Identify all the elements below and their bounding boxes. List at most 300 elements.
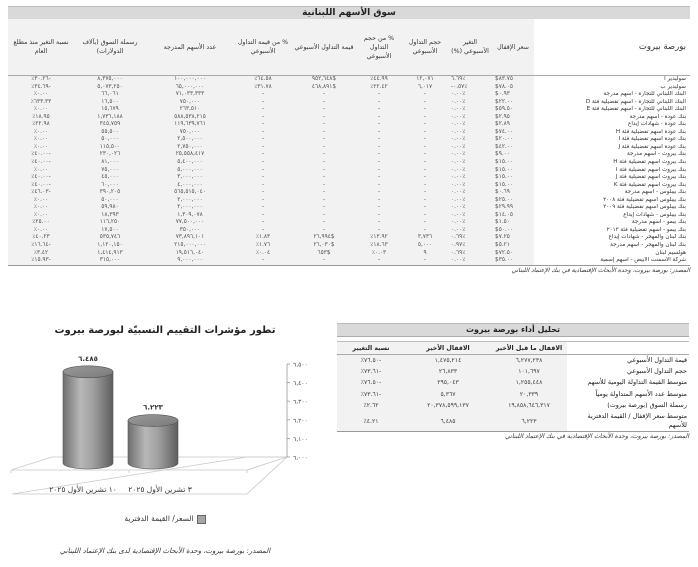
pct-value-cell: - xyxy=(234,129,292,137)
last-close-value: ٢٦,٨٣٣ xyxy=(405,366,491,377)
weekly-value-cell: - xyxy=(292,227,356,235)
market-cap-cell: ٤٥,٠٠٠ xyxy=(74,174,146,182)
table-row xyxy=(8,174,690,182)
pct-volume-cell: - xyxy=(356,136,402,144)
table-row xyxy=(8,84,690,92)
pct-value-cell: ١.٨٣٪ xyxy=(234,234,292,242)
prev-close-value: ٦,٢٧٧,٢٣٨ xyxy=(491,355,567,367)
weekly-change-cell: ٠.٠٠٪ xyxy=(448,151,492,159)
table-row xyxy=(8,250,690,258)
listed-shares-cell: ٧٥٠,٠٠٠ xyxy=(146,129,234,137)
table-row xyxy=(8,204,690,212)
weekly-volume-cell: - xyxy=(402,159,448,167)
listed-shares-cell: ٣٥٠,٠٠٠ xyxy=(146,227,234,235)
listed-shares-cell: ٤,٠٠٠,٠٠٠ xyxy=(146,182,234,190)
ytd-change-cell: -٤٠.٠٠٪ xyxy=(8,159,74,167)
listed-shares-cell: ٥,٠٠٠,٠٠٠ xyxy=(146,167,234,175)
close-price-cell: $٤٢.٠٠ xyxy=(492,144,534,152)
market-cap-cell: ١,٧٣٦,١٨٨ xyxy=(74,114,146,122)
last-close-value: ٦,٤٨٥ xyxy=(405,411,491,432)
weekly-value-cell: - xyxy=(292,121,356,129)
close-price-cell: $٨٣.٧٥ xyxy=(492,76,534,84)
pct-value-cell: - xyxy=(234,212,292,220)
weekly-volume-cell: - xyxy=(402,197,448,205)
market-cap-cell: ٥٠,٠٠٠ xyxy=(74,136,146,144)
pct-value-cell: - xyxy=(234,136,292,144)
market-cap-cell: ٥٩,٩٨٠ xyxy=(74,204,146,212)
market-cap-cell: ١٨,٣٩٣ xyxy=(74,212,146,220)
close-price-cell: $٥.٢١ xyxy=(492,242,534,250)
stock-name-cell: بنك عودة - أسهم مدرجة xyxy=(534,114,690,122)
stock-name-cell: بنك بيمو - أسهم مدرجة xyxy=(534,219,690,227)
market-cap-cell: ٥,٠٧٣,٢٥٠ xyxy=(74,84,146,92)
listed-shares-cell: ٦٥,٠٠٠,٠٠٠ xyxy=(146,84,234,92)
listed-shares-cell: ٢١٥,٠٠٠,٠٠٠ xyxy=(146,242,234,250)
stock-name-cell: بنك بيبلوس - أسهم مدرجة xyxy=(534,189,690,197)
pct-volume-cell: - xyxy=(356,167,402,175)
pct-value-cell: - xyxy=(234,182,292,190)
y-tick-label: ٦,٢٠٠ xyxy=(293,417,308,425)
floor-right-edge xyxy=(247,457,287,470)
table-row xyxy=(8,212,690,220)
header-change: نسبة التغيير xyxy=(337,342,405,355)
listed-shares-cell: ١١٩,٦٣٩,٧٦١ xyxy=(146,121,234,129)
close-price-cell: $٧٨.٠٥ xyxy=(492,84,534,92)
pct-volume-cell: ١٨.٦٣٪ xyxy=(356,242,402,250)
metric-label: متوسط القيمة التداولة اليومية للأسهم xyxy=(567,377,689,388)
pct-value-cell: - xyxy=(234,204,292,212)
ytd-change-cell: ٢٥.٠٠٪ xyxy=(8,219,74,227)
close-price-cell: $٣٥.٠٠ xyxy=(492,257,534,265)
listed-shares-cell: ٢٥,٥٥٨,٤١٧ xyxy=(146,151,234,159)
pct-volume-cell: - xyxy=(356,151,402,159)
weekly-change-cell: ٠.٩٧٪ xyxy=(448,242,492,250)
y-tick-label: ٦,٤٠٠ xyxy=(293,380,308,388)
close-price-cell: $٧٢.٥٠ xyxy=(492,250,534,258)
pct-volume-cell: - xyxy=(356,219,402,227)
stock-table-title: سوق الأسهم اللبنانية xyxy=(8,6,690,19)
header-weekly-change: التغير الأسبوعي (%) xyxy=(448,19,492,76)
stock-name-cell: بنك عودة أسهم تفضيلية فئة I xyxy=(534,136,690,144)
pct-value-cell: - xyxy=(234,121,292,129)
market-cap-cell: ١٦,٥٠٠ xyxy=(74,99,146,107)
category-label: ١٠ تشرين الأول ٢٠٢٥ xyxy=(49,485,117,494)
header-pct-value: % من قيمة التداول الأسبوعي xyxy=(234,19,292,76)
weekly-value-cell: - xyxy=(292,114,356,122)
ytd-change-cell: ١٨.٩٥٪ xyxy=(8,114,74,122)
stock-name-cell: بنك عودة - شهادات إيداع xyxy=(534,121,690,129)
close-price-cell: $١٥.٠٠ xyxy=(492,167,534,175)
market-cap-cell: ٨,٣٧٥,٠٠٠ xyxy=(74,76,146,84)
pct-volume-cell: ٤٤.٩٩٪ xyxy=(356,76,402,84)
header-ytd-change: نسبة التغير منذ مطلع العام xyxy=(8,19,74,76)
market-cap-cell: ١,١٢٠,١٥٠ xyxy=(74,242,146,250)
prev-close-value: ١,٢٥٥,٤٤٨ xyxy=(491,377,567,388)
market-cap-cell: ٣٩٠,٢٠٥ xyxy=(74,189,146,197)
listed-shares-cell: ١,٣٠٩,٠٧٨ xyxy=(146,212,234,220)
pct-value-cell: ٦٤.٥٨٪ xyxy=(234,76,292,84)
stock-name-cell: بنك بيروت أسهم تفضيلية فئة J xyxy=(534,174,690,182)
pct-value-cell: - xyxy=(234,197,292,205)
weekly-volume-cell: - xyxy=(402,106,448,114)
metric-label: متوسط سعر الإقفال / القيمة الدفترية للأسهم xyxy=(567,411,689,432)
listed-shares-cell: ٢٦٣,٥١٠ xyxy=(146,106,234,114)
weekly-volume-cell: - xyxy=(402,189,448,197)
pct-value-cell: - xyxy=(234,257,292,265)
header-label xyxy=(567,342,689,355)
ytd-change-cell: ٤٠.٢٣٪ xyxy=(8,234,74,242)
market-cap-cell: ٥٠,٠٠٠ xyxy=(74,197,146,205)
listed-shares-cell: ٢,٥٠٠,٠٠٠ xyxy=(146,136,234,144)
performance-table-source: المصدر: بورصة بيروت، وحدة الأبحاث الإقتصادية في بنك الإعتماد اللبناني xyxy=(504,433,689,441)
performance-table xyxy=(337,323,689,440)
ytd-change-cell: ٠.٠٠٪ xyxy=(8,197,74,205)
metric-label: متوسط عدد الأسهم المتداولة يومياً xyxy=(567,389,689,400)
close-price-cell: $٠.٩٣ xyxy=(492,91,534,99)
pct-value-cell: ٠.٠٤٪ xyxy=(234,250,292,258)
category-label: ٣ تشرين الأول ٢٠٢٥ xyxy=(128,485,192,494)
listed-shares-cell: ٥٨٨,٥٣٨,٢١٥ xyxy=(146,114,234,122)
weekly-value-cell: - xyxy=(292,204,356,212)
weekly-volume-cell: - xyxy=(402,144,448,152)
change-value: -٧٦.٥٠٪ xyxy=(337,355,405,367)
ytd-change-cell: ٦٣٣.٣٣٪ xyxy=(8,99,74,107)
ytd-change-cell: -٣٤.٦٩٪ xyxy=(8,84,74,92)
weekly-volume-cell: - xyxy=(402,129,448,137)
stock-table-source: المصدر: بورصة بيروت، وحدة الأبحاث الإقتصادية في بنك الإعتماد اللبناني xyxy=(511,266,690,274)
last-close-value: ٢٩٥,٠٤٣ xyxy=(405,377,491,388)
header-pct-volume: % من حجم التداول الأسبوعي xyxy=(356,19,402,76)
table-row xyxy=(8,91,690,99)
weekly-change-cell: ٠.٠٠٪ xyxy=(448,174,492,182)
listed-shares-cell: ٥,٤٠٠,٠٠٠ xyxy=(146,159,234,167)
stock-market-table xyxy=(8,6,690,274)
market-cap-cell: ٦٦,٠٦١ xyxy=(74,91,146,99)
weekly-change-cell: ٠.٠٠٪ xyxy=(448,136,492,144)
chart-source: المصدر: بورصة بيروت، وحدة الأبحاث الإقتصادية لدى بنك الإعتماد اللبناني xyxy=(59,547,271,555)
header-listed-shares: عدد الأسهم المدرجة xyxy=(146,19,234,76)
listed-shares-cell: ٧٥٠,٠٠٠ xyxy=(146,99,234,107)
valuation-chart xyxy=(0,318,330,567)
ytd-change-cell: -١٥.٩٣٪ xyxy=(8,257,74,265)
stock-name-cell: بنك بيروت أسهم تفضيلية فئة K xyxy=(534,182,690,190)
metric-label: حجم التداول الأسبوعي xyxy=(567,366,689,377)
close-price-cell: $١٥.٠٠ xyxy=(492,174,534,182)
bar xyxy=(63,372,113,469)
table-row xyxy=(8,234,690,242)
weekly-value-cell: - xyxy=(292,136,356,144)
table-row xyxy=(8,189,690,197)
close-price-cell: $٢.٨٩ xyxy=(492,121,534,129)
weekly-value-cell: - xyxy=(292,106,356,114)
weekly-value-cell: $٤٦٨,٨٩١ xyxy=(292,84,356,92)
header-name: بورصة بيروت xyxy=(534,19,690,76)
stock-table-body xyxy=(8,76,690,266)
market-cap-cell: ٨١,٠٠٠ xyxy=(74,159,146,167)
pct-volume-cell: - xyxy=(356,227,402,235)
table-row xyxy=(8,257,690,265)
weekly-change-cell: ٠.٠٠٪ xyxy=(448,197,492,205)
ytd-change-cell: -٤٠.٠٠٪ xyxy=(8,182,74,190)
listed-shares-cell: ١٩,٥١٦,٠٤٠ xyxy=(146,250,234,258)
weekly-change-cell: ٠.٠٠٪ xyxy=(448,91,492,99)
header-market-cap: رسملة السوق (بآلاف الدولارات) xyxy=(74,19,146,76)
pct-volume-cell: - xyxy=(356,174,402,182)
stock-name-cell: بنك بيبلوس أسهم تفضيلية فئة ٢٠٠٨ xyxy=(534,197,690,205)
table-row xyxy=(337,366,689,377)
weekly-volume-cell: - xyxy=(402,91,448,99)
prev-close-value: ٦,٢٢٣ xyxy=(491,411,567,432)
weekly-value-cell: - xyxy=(292,174,356,182)
weekly-value-cell: - xyxy=(292,182,356,190)
stock-table-header-row xyxy=(8,19,690,76)
listed-shares-cell: ٧٧,٥٠٠,٠٠٠ xyxy=(146,219,234,227)
table-row xyxy=(337,389,689,400)
data-label: ٦.٢٢٣ xyxy=(143,403,163,412)
table-row xyxy=(8,136,690,144)
weekly-value-cell: - xyxy=(292,159,356,167)
weekly-volume-cell: ٣,٧٣٦ xyxy=(402,234,448,242)
chart-title: تطور مؤشرات التقييم النسبيّة لبورصة بيروت xyxy=(54,325,276,336)
weekly-value-cell: - xyxy=(292,144,356,152)
weekly-volume-cell: ٥,٠٠٠ xyxy=(402,242,448,250)
stock-name-cell: بنك لبنان والمهجر - أسهم مدرجة xyxy=(534,242,690,250)
last-close-value: ٢٠,٣٧٨,٥٩٩,١٣٧ xyxy=(405,400,491,411)
ytd-change-cell: ٠.٠٠٪ xyxy=(8,204,74,212)
table-row xyxy=(8,76,690,84)
close-price-cell: $٥٩.٥٠ xyxy=(492,106,534,114)
pct-volume-cell: - xyxy=(356,182,402,190)
stock-name-cell: بنك بيبلوس - شهادات إيداع xyxy=(534,212,690,220)
pct-value-cell: - xyxy=(234,144,292,152)
weekly-value-cell: - xyxy=(292,99,356,107)
ytd-change-cell: -٤٠.٠٠٪ xyxy=(8,174,74,182)
weekly-change-cell: ٦.٦٩٪ xyxy=(448,76,492,84)
weekly-change-cell: ٠.٠٠٪ xyxy=(448,227,492,235)
ytd-change-cell: ٠.٠٠٪ xyxy=(8,212,74,220)
table-row xyxy=(8,99,690,107)
pct-value-cell: ٣١.٧٨٪ xyxy=(234,84,292,92)
weekly-volume-cell: - xyxy=(402,114,448,122)
pct-volume-cell: - xyxy=(356,212,402,220)
market-cap-cell: ١٧,٥٠٠ xyxy=(74,227,146,235)
weekly-volume-cell: - xyxy=(402,136,448,144)
pct-value-cell: - xyxy=(234,219,292,227)
table-row xyxy=(8,151,690,159)
y-tick-label: ٦,٣٠٠ xyxy=(293,398,308,406)
stock-name-cell: بنك عودة أسهم تفضيلية فئة J xyxy=(534,144,690,152)
weekly-change-cell: ٠.٠٠٪ xyxy=(448,99,492,107)
pct-volume-cell: - xyxy=(356,99,402,107)
stock-name-cell: هولسيم لبنان xyxy=(534,250,690,258)
table-row xyxy=(8,219,690,227)
weekly-value-cell: - xyxy=(292,257,356,265)
performance-header-row xyxy=(337,342,689,355)
weekly-volume-cell: - xyxy=(402,99,448,107)
weekly-value-cell: - xyxy=(292,219,356,227)
ytd-change-cell: ٠.٠٠٪ xyxy=(8,167,74,175)
weekly-volume-cell: ١٢,٠٧١ xyxy=(402,76,448,84)
market-cap-cell: ٣٤٥,٧٥٩ xyxy=(74,121,146,129)
table-row xyxy=(8,182,690,190)
listed-shares-cell: ٣,٠٠٠,٠٠٠ xyxy=(146,174,234,182)
change-value: ٢.٦٢٪ xyxy=(337,400,405,411)
weekly-value-cell: - xyxy=(292,129,356,137)
ytd-change-cell: -٤٠.٠٠٪ xyxy=(8,151,74,159)
legend-swatch xyxy=(197,515,206,524)
market-cap-cell: ٣١٥,٠٠٠ xyxy=(74,257,146,265)
pct-volume-cell: - xyxy=(356,159,402,167)
pct-value-cell: - xyxy=(234,167,292,175)
weekly-volume-cell: ٩ xyxy=(402,250,448,258)
table-row xyxy=(337,400,689,411)
pct-volume-cell: - xyxy=(356,91,402,99)
close-price-cell: $٢٠.٠٠ xyxy=(492,136,534,144)
stock-name-cell: شركة الاسمنت الابيض - أسهم إسمية xyxy=(534,257,690,265)
change-value: -٧٦.٥٠٪ xyxy=(337,377,405,388)
pct-volume-cell: - xyxy=(356,144,402,152)
pct-volume-cell: ٢٢.٤٢٪ xyxy=(356,84,402,92)
weekly-value-cell: - xyxy=(292,151,356,159)
close-price-cell: $١٤.٠٥ xyxy=(492,212,534,220)
stock-name-cell: سوليدير ب xyxy=(534,84,690,92)
listed-shares-cell: ٧١,٠٣٣,٣٣٣ xyxy=(146,91,234,99)
y-tick-label: ٦,٥٠٠ xyxy=(293,361,308,369)
pct-value-cell: - xyxy=(234,114,292,122)
weekly-volume-cell: - xyxy=(402,219,448,227)
stock-name-cell: سوليدير أ xyxy=(534,76,690,84)
listed-shares-cell: ٩,٠٠٠,٠٠٠ xyxy=(146,257,234,265)
pct-volume-cell: - xyxy=(356,257,402,265)
listed-shares-cell: ١٠٠,٠٠٠,٠٠٠ xyxy=(146,76,234,84)
pct-volume-cell: - xyxy=(356,189,402,197)
stock-name-cell: بنك بيروت أسهم تفضيلية فئة H xyxy=(534,159,690,167)
stock-name-cell: البنك اللبناني للتجارة - أسهم تفضيلية فئة D xyxy=(534,99,690,107)
weekly-volume-cell: - xyxy=(402,151,448,159)
table-row xyxy=(8,129,690,137)
pct-value-cell: ١.٧٦٪ xyxy=(234,242,292,250)
table-row xyxy=(8,227,690,235)
table-row xyxy=(8,114,690,122)
listed-shares-cell: ٢,٠٠٠,٠٠٠ xyxy=(146,204,234,212)
close-price-cell: $٩.٠٠ xyxy=(492,151,534,159)
weekly-change-cell: -٠.٥٧٪ xyxy=(448,84,492,92)
legend-label: السعر/ القيمة الدفترية xyxy=(124,514,194,523)
pct-volume-cell: - xyxy=(356,121,402,129)
weekly-volume-cell: - xyxy=(402,204,448,212)
stock-name-cell: بنك بيمو - أسهم تفضيلية فئة ٢٠١٣ xyxy=(534,227,690,235)
last-close-value: ١,٤٧٥,٢١٤ xyxy=(405,355,491,367)
ytd-change-cell: ٠.٠٠٪ xyxy=(8,136,74,144)
pct-value-cell: - xyxy=(234,159,292,167)
ytd-change-cell: ٠.٠٠٪ xyxy=(8,129,74,137)
listed-shares-cell: ٧٣,٨٩٦,١٠١ xyxy=(146,234,234,242)
weekly-volume-cell: - xyxy=(402,182,448,190)
weekly-change-cell: ٠.٠٠٪ xyxy=(448,114,492,122)
market-cap-cell: ١٥,٦٧٩ xyxy=(74,106,146,114)
market-cap-cell: ٦٠,٠٠٠ xyxy=(74,182,146,190)
weekly-volume-cell: - xyxy=(402,174,448,182)
weekly-volume-cell: ٦,٠١٧ xyxy=(402,84,448,92)
header-last-close: الاقفال الأخير xyxy=(405,342,491,355)
table-row xyxy=(8,144,690,152)
table-row xyxy=(8,167,690,175)
pct-value-cell: - xyxy=(234,151,292,159)
pct-value-cell: - xyxy=(234,174,292,182)
y-tick-label: ٦,١٠٠ xyxy=(293,435,308,443)
bar-top xyxy=(128,415,178,427)
listed-shares-cell: ٢,٠٠٠,٠٠٠ xyxy=(146,197,234,205)
weekly-volume-cell: - xyxy=(402,257,448,265)
weekly-value-cell: - xyxy=(292,197,356,205)
last-close-value: ٥,٣٦٧ xyxy=(405,389,491,400)
weekly-change-cell: ٠.٠٠٪ xyxy=(448,167,492,175)
weekly-value-cell: $٦٥٣ xyxy=(292,250,356,258)
weekly-value-cell: $٢٦,٠٣٠ xyxy=(292,242,356,250)
close-price-cell: $٧٤.٠٠ xyxy=(492,129,534,137)
weekly-change-cell: ٠.٠٠٪ xyxy=(448,121,492,129)
stock-name-cell: بنك بيبلوس أسهم تفضيلية فئة ٢٠٠٩ xyxy=(534,204,690,212)
market-cap-cell: ٥٣٥,٧٤٦ xyxy=(74,234,146,242)
table-row xyxy=(8,242,690,250)
weekly-change-cell: ٠.٠٠٪ xyxy=(448,182,492,190)
weekly-volume-cell: - xyxy=(402,227,448,235)
market-cap-cell: ١١٥,٥٠٠ xyxy=(74,144,146,152)
data-label: ٦.٤٨٥ xyxy=(78,354,98,363)
ytd-change-cell: ٠.٠٠٪ xyxy=(8,227,74,235)
weekly-change-cell: ٠.٠٠٪ xyxy=(448,189,492,197)
performance-table-body xyxy=(337,355,689,432)
weekly-change-cell: ٠.٠٠٪ xyxy=(448,159,492,167)
weekly-volume-cell: - xyxy=(402,121,448,129)
header-close-price: سعر الإقفال xyxy=(492,19,534,76)
ytd-change-cell: ٠.٠٠٪ xyxy=(8,144,74,152)
listed-shares-cell: ٢,٧٥٠,٠٠٠ xyxy=(146,144,234,152)
stock-name-cell: بنك لبنان والمهجر - شهادات إيداع xyxy=(534,234,690,242)
ytd-change-cell: ٠.٠٠٪ xyxy=(8,106,74,114)
pct-value-cell: - xyxy=(234,99,292,107)
pct-volume-cell: - xyxy=(356,114,402,122)
pct-value-cell: - xyxy=(234,227,292,235)
metric-label: قيمة التداول الأسبوعي xyxy=(567,355,689,367)
bar-top xyxy=(63,366,113,378)
weekly-volume-cell: - xyxy=(402,167,448,175)
stock-name-cell: بنك بيروت - أسهم مدرجة xyxy=(534,151,690,159)
close-price-cell: $٢٩.٩٩ xyxy=(492,204,534,212)
header-weekly-volume: حجم التداول الأسبوعي xyxy=(402,19,448,76)
market-cap-cell: ١,٤١٤,٩١٣ xyxy=(74,250,146,258)
change-value: -٧٣.٦١٪ xyxy=(337,389,405,400)
close-price-cell: $٧.٢٥ xyxy=(492,234,534,242)
weekly-value-cell: $٩٥٢,٦٤٨ xyxy=(292,76,356,84)
pct-value-cell: - xyxy=(234,106,292,114)
chart-canvas xyxy=(0,318,330,567)
pct-value-cell: - xyxy=(234,189,292,197)
table-row xyxy=(8,197,690,205)
weekly-value-cell: - xyxy=(292,212,356,220)
prev-close-value: ١٩,٨٥٨,٦٤٦,٣١٧ xyxy=(491,400,567,411)
ytd-change-cell: ٠.٠٠٪ xyxy=(8,91,74,99)
close-price-cell: $٢.٩٥ xyxy=(492,114,534,122)
weekly-change-cell: ٠.٠٠٪ xyxy=(448,212,492,220)
chart-legend xyxy=(0,514,330,524)
close-price-cell: $١٥.٠٠ xyxy=(492,182,534,190)
table-row xyxy=(337,411,689,432)
weekly-value-cell: - xyxy=(292,189,356,197)
weekly-change-cell: ٠.٠٠٪ xyxy=(448,144,492,152)
stock-name-cell: بنك بيروت أسهم تفضيلية فئة I xyxy=(534,167,690,175)
prev-close-value: ٢٠,٣٣٩ xyxy=(491,389,567,400)
